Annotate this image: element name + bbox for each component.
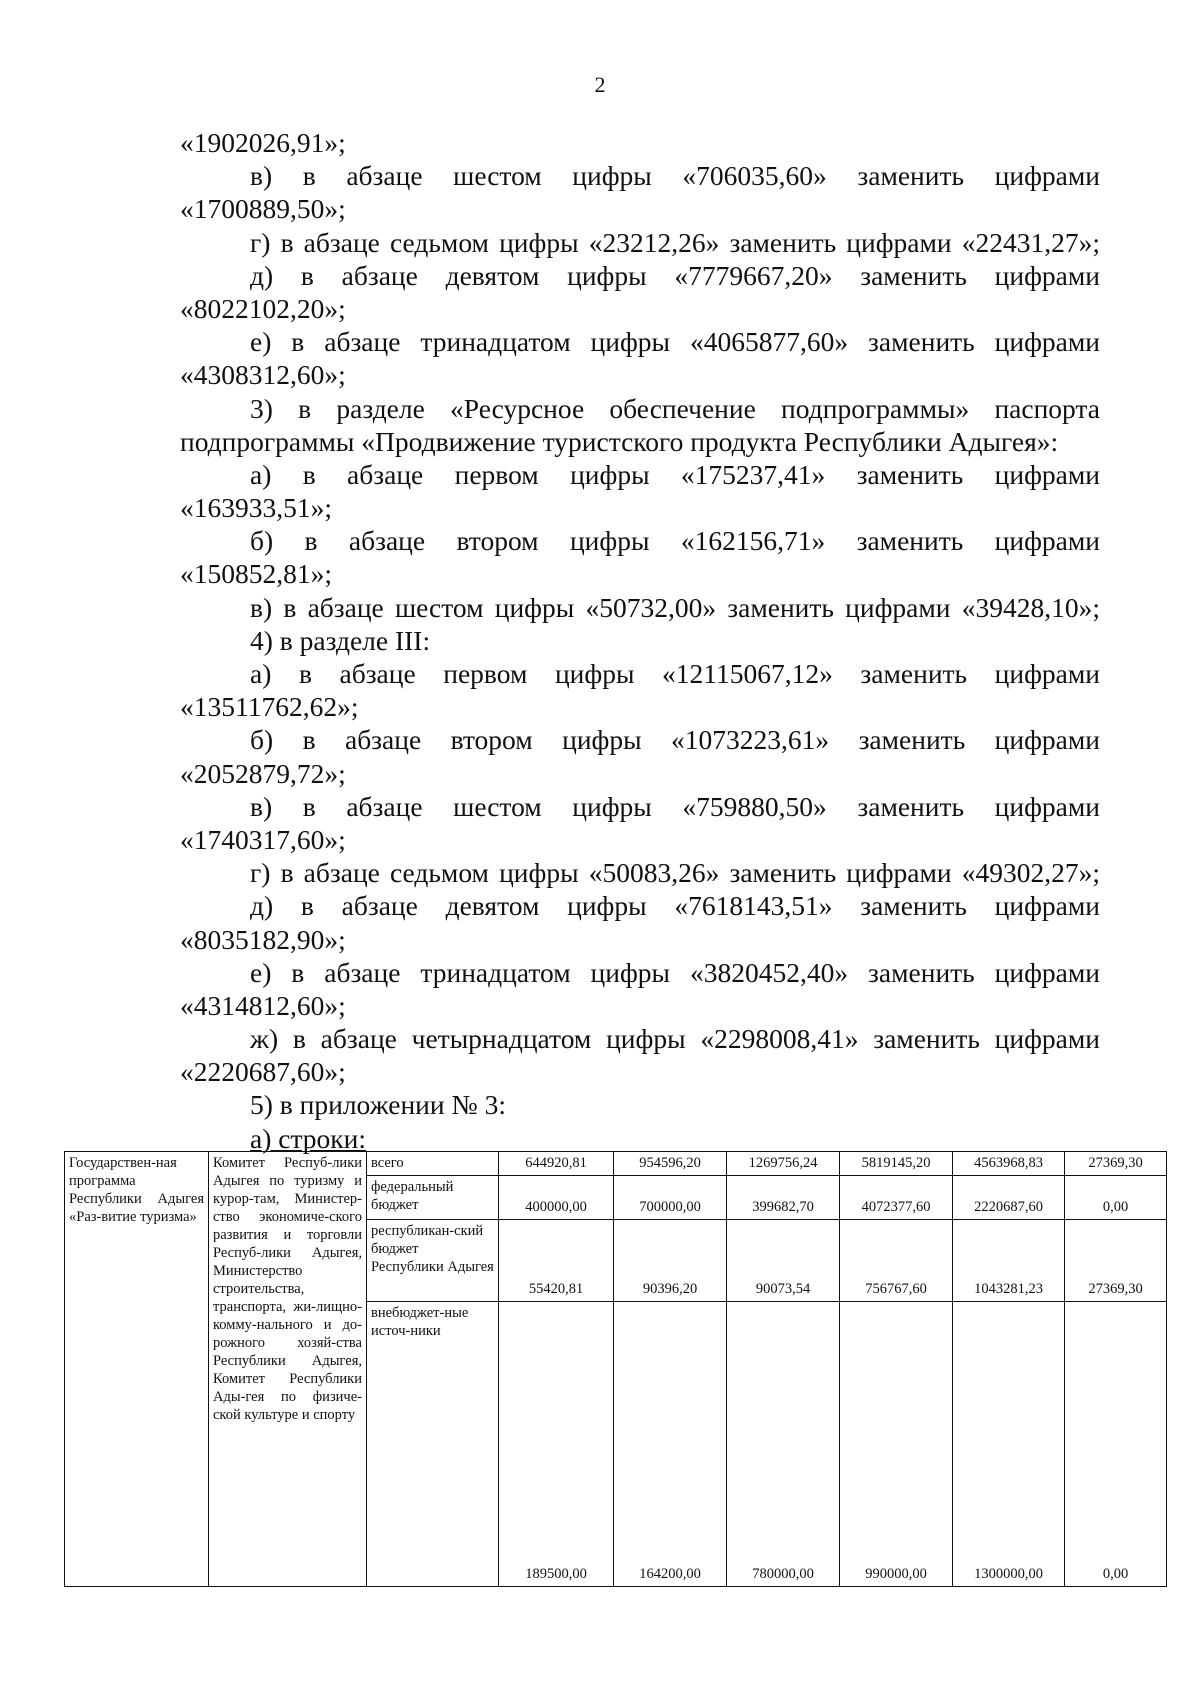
- text-line: г) в абзаце седьмом цифры «50083,26» заменить цифрами «49302,27»;: [250, 857, 1100, 889]
- text-line: «4314812,60»;: [180, 989, 346, 1021]
- text-line: «2052879,72»;: [180, 757, 346, 789]
- value-cell: 55420,81: [499, 1220, 614, 1302]
- text-line: б) в абзаце втором цифры «1073223,61» заменить цифрами: [250, 724, 1100, 756]
- text-line: е) в абзаце тринадцатом цифры «3820452,40» заменить цифрами: [250, 956, 1100, 988]
- value-cell: 4072377,60: [840, 1176, 953, 1220]
- text-line: в) в абзаце шестом цифры «50732,00» заменить цифрами «39428,10»;: [250, 591, 1100, 623]
- value-cell: 4563968,83: [953, 1152, 1065, 1176]
- value-cell: 27369,30: [1065, 1152, 1167, 1176]
- value-cell: 954596,20: [614, 1152, 727, 1176]
- source-cell: внебюджет-ные источ-ники: [367, 1302, 499, 1587]
- text-line: [180, 1122, 1100, 1155]
- text-line: а) в абзаце первом цифры «175237,41» заменить цифрами: [250, 458, 1100, 490]
- responsible-cell: Комитет Респуб-лики Адыгея по туризму и курор-там, Министер-ство экономиче-ского развития и торговли Респуб-лики Адыгея, Министерство строительства, транспорта, жи-лищно-комму-нального и до-рожного хозяй-ства Республики Адыгея, Комитет Республики Ады-гея по физиче-ской культуре и спорту: [209, 1152, 367, 1587]
- text-line: д) в абзаце девятом цифры «7779667,20» заменить цифрами: [250, 259, 1100, 291]
- text-line: 5) в приложении № 3:: [250, 1089, 506, 1121]
- value-cell: 1043281,23: [953, 1220, 1065, 1302]
- value-cell: 399682,70: [727, 1176, 840, 1220]
- page-number: 2: [594, 72, 606, 97]
- text-line: «13511762,62»;: [180, 691, 359, 723]
- underlined-text: а) строки:: [250, 1122, 367, 1154]
- document-body: [180, 126, 1100, 1155]
- program-name-cell: Государствен-ная программа Республики Адыгея «Раз-витие туризма»: [65, 1152, 209, 1587]
- text-line: «163933,51»;: [180, 492, 333, 524]
- text-line: «8035182,90»;: [180, 923, 346, 955]
- text-line: «150852,81»;: [180, 558, 333, 590]
- value-cell: 1300000,00: [953, 1302, 1065, 1587]
- value-cell: 0,00: [1065, 1176, 1167, 1220]
- text-line: «1902026,91»;: [180, 127, 346, 158]
- value-cell: 164200,00: [614, 1302, 727, 1587]
- value-cell: 2220687,60: [953, 1176, 1065, 1220]
- text-line: д) в абзаце девятом цифры «7618143,51» заменить цифрами: [250, 890, 1100, 922]
- value-cell: 189500,00: [499, 1302, 614, 1587]
- text-line: подпрограммы «Продвижение туристского продукта Республики Адыгея»:: [180, 425, 1059, 457]
- text-line: «4308312,60»;: [180, 359, 346, 391]
- text-line: в) в абзаце шестом цифры «759880,50» заменить цифрами: [250, 790, 1100, 822]
- value-cell: 780000,00: [727, 1302, 840, 1587]
- value-cell: 644920,81: [499, 1152, 614, 1176]
- funding-table: [64, 1151, 1167, 1587]
- text-line: «8022102,20»;: [180, 292, 346, 324]
- text-line: в) в абзаце шестом цифры «706035,60» заменить цифрами: [250, 160, 1100, 192]
- text-line: «1740317,60»;: [180, 823, 346, 855]
- source-cell: федеральный бюджет: [367, 1176, 499, 1220]
- text-line: а) в абзаце первом цифры «12115067,12» заменить цифрами: [250, 658, 1100, 689]
- table-row: [65, 1152, 1167, 1176]
- text-line: 3) в разделе «Ресурсное обеспечение подпрограммы» паспорта: [250, 392, 1100, 424]
- text-line: «1700889,50»;: [180, 193, 346, 225]
- value-cell: 990000,00: [840, 1302, 953, 1587]
- text-line: г) в абзаце седьмом цифры «23212,26» заменить цифрами «22431,27»;: [250, 226, 1100, 258]
- text-line: ж) в абзаце четырнадцатом цифры «2298008,41» заменить цифрами: [250, 1023, 1100, 1055]
- value-cell: 90396,20: [614, 1220, 727, 1302]
- value-cell: 27369,30: [1065, 1220, 1167, 1302]
- value-cell: 1269756,24: [727, 1152, 840, 1176]
- text-line: е) в абзаце тринадцатом цифры «4065877,60» заменить цифрами: [250, 326, 1100, 358]
- value-cell: 5819145,20: [840, 1152, 953, 1176]
- source-cell: всего: [367, 1152, 499, 1176]
- value-cell: 90073,54: [727, 1220, 840, 1302]
- text-line: б) в абзаце втором цифры «162156,71» заменить цифрами: [250, 525, 1100, 557]
- value-cell: 700000,00: [614, 1176, 727, 1220]
- value-cell: 400000,00: [499, 1176, 614, 1220]
- value-cell: 0,00: [1065, 1302, 1167, 1587]
- source-cell: республикан-ский бюджет Республики Адыгея: [367, 1220, 499, 1302]
- value-cell: 756767,60: [840, 1220, 953, 1302]
- text-line: 4) в разделе III:: [250, 624, 431, 656]
- text-line: «2220687,60»;: [180, 1056, 346, 1088]
